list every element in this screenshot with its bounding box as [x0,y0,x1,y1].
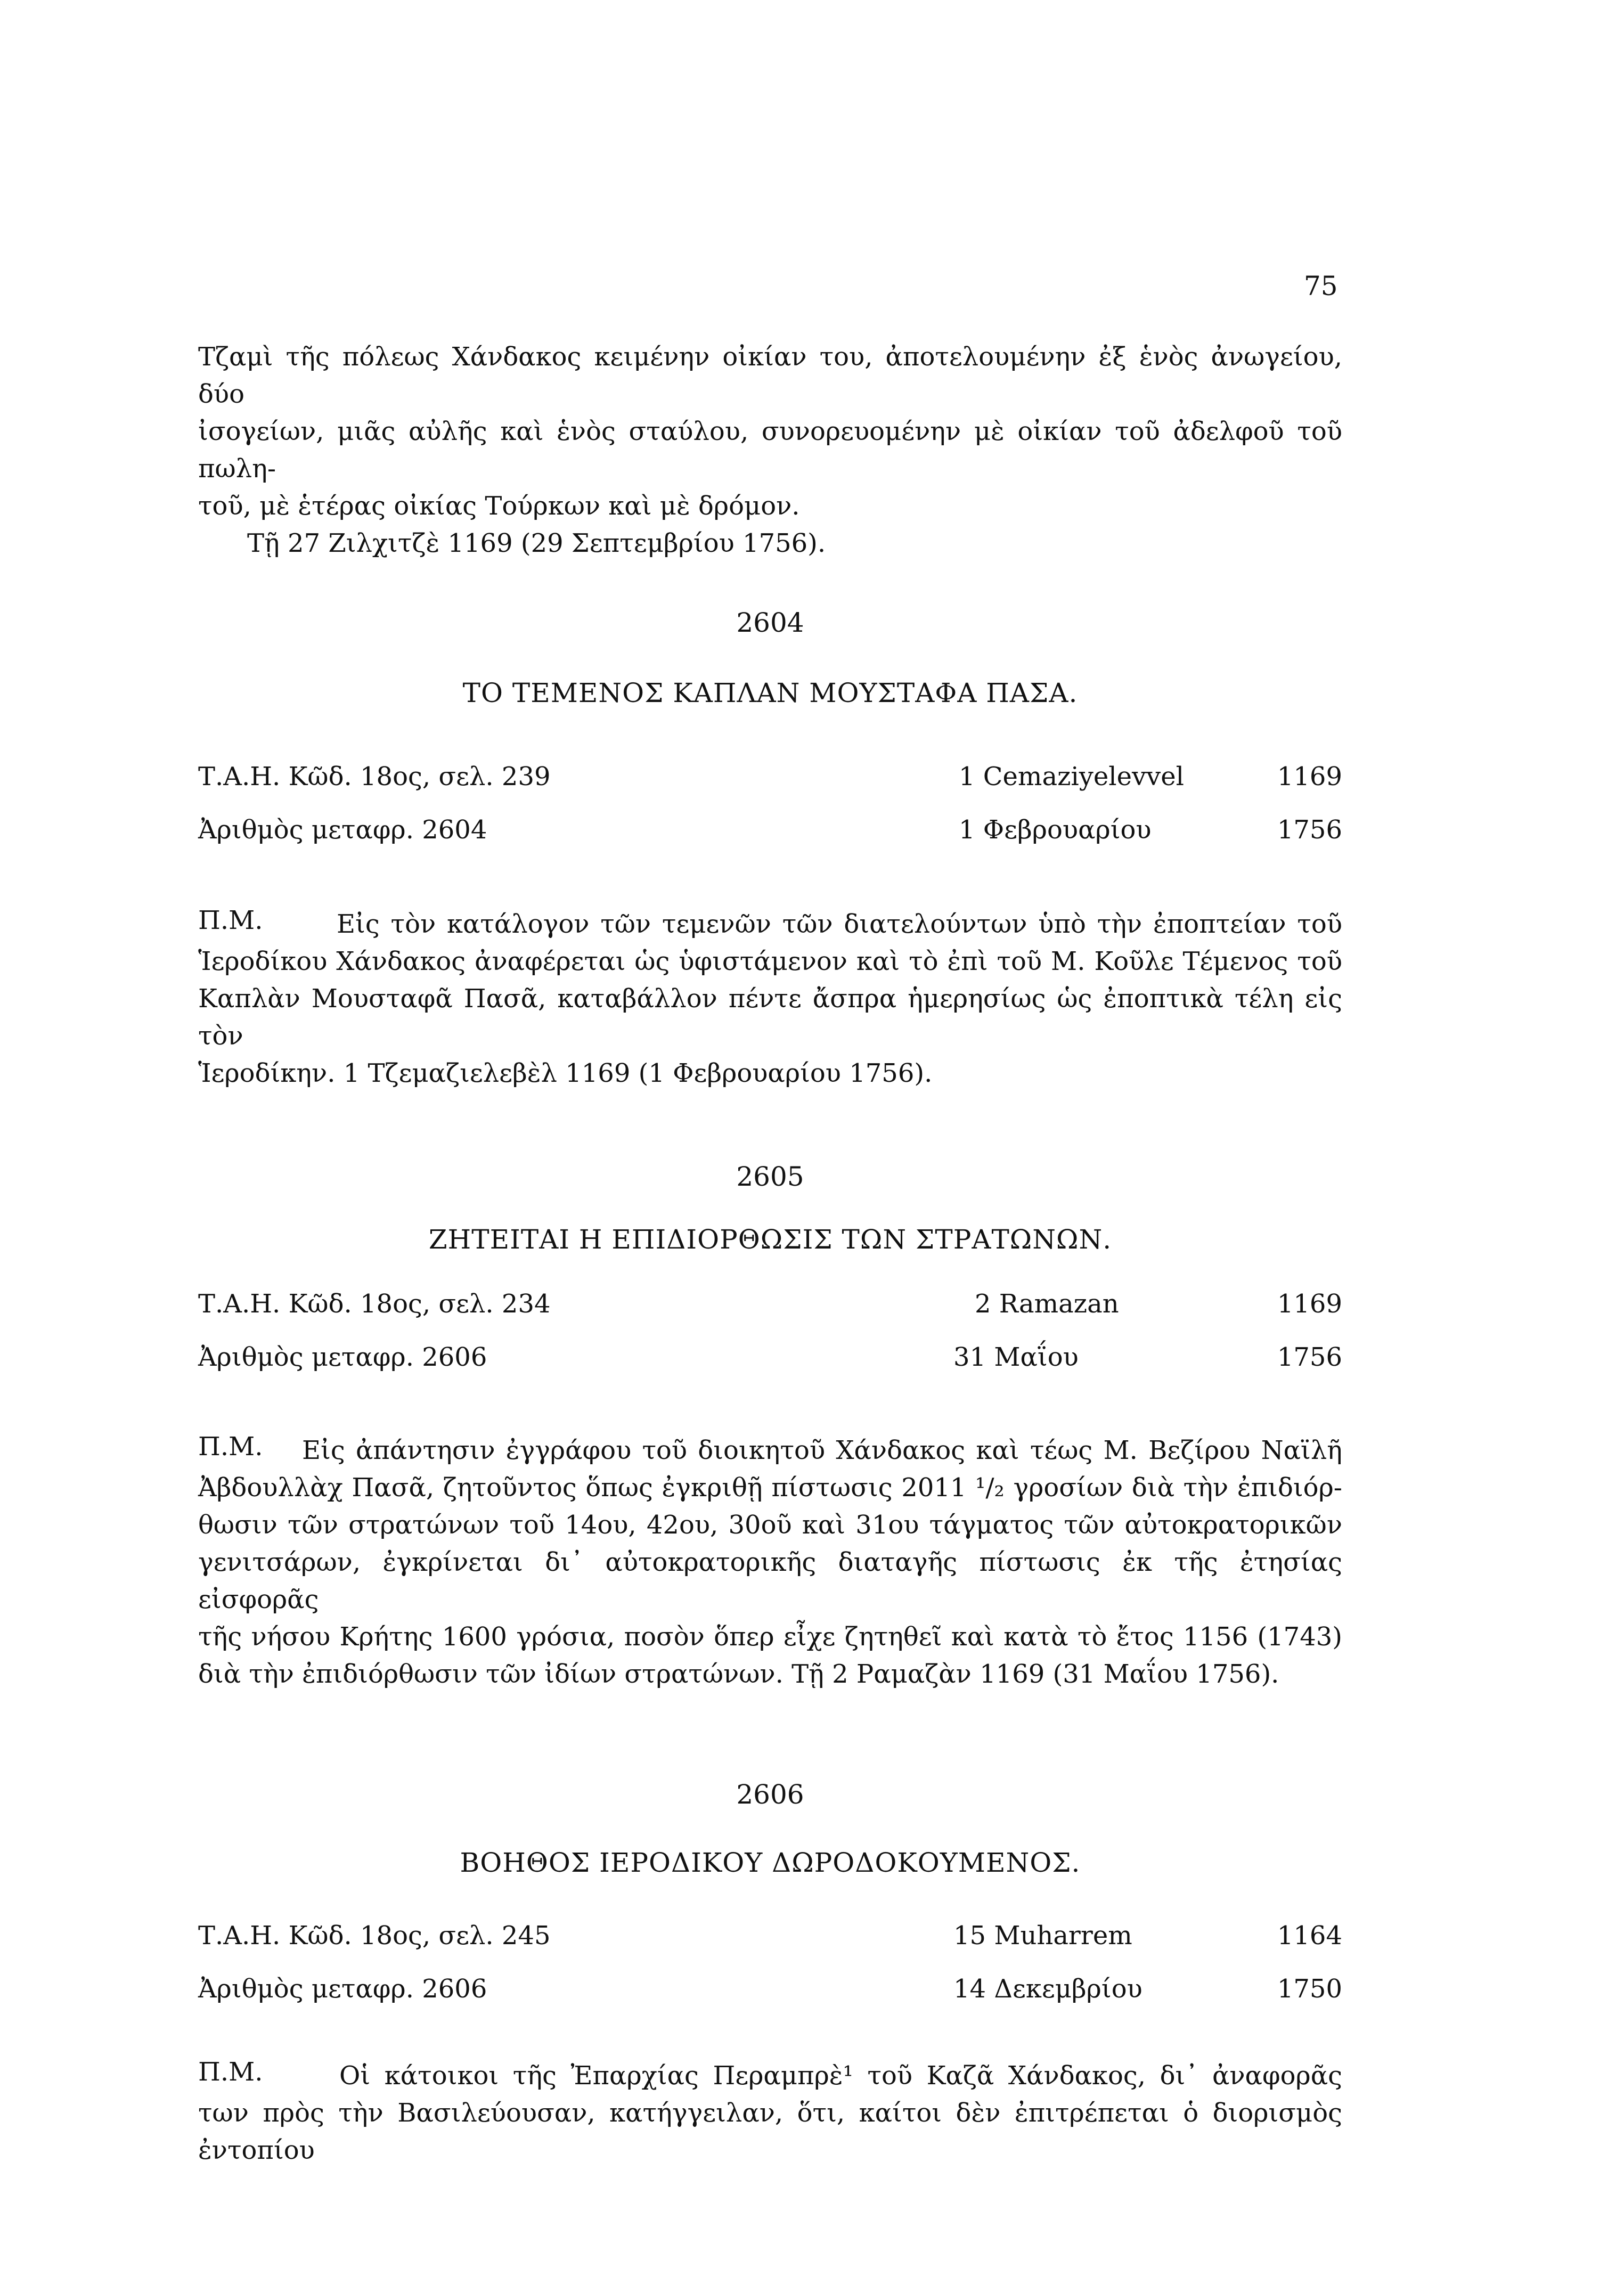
ref-date: 1 Cemaziyelevvel [959,762,1184,792]
ref-year: 1756 [1277,1342,1342,1372]
paragraph-line: τῆς νήσου Κρήτης 1600 γρόσια, ποσὸν ὅπερ εἶχε ζητηθεῖ καὶ κατὰ τὸ ἔτος 1156 (1743) [198,1622,1342,1652]
ref-year: 1756 [1277,815,1342,845]
paragraph-line: Ἀβδουλλὰχ Πασᾶ, ζητοῦντος ὅπως ἐγκριθῇ πίστωσις 2011 ¹/₂ γροσίων διὰ τὴν ἐπιδιόρ- [198,1473,1342,1503]
entry-title: ΖΗΤΕΙΤΑΙ Η ΕΠΙΔΙΟΡΘΩΣΙΣ ΤΩΝ ΣΤΡΑΤΩΝΩΝ. [428,1224,1112,1255]
paragraph-line: Οἱ κάτοικοι τῆς Ἐπαρχίας Περαμπρὲ¹ τοῦ Καζᾶ Χάνδακος, δι᾽ ἀναφορᾶς [339,2061,1342,2091]
ref-date: 31 Μαΐου [953,1342,1079,1372]
paragraph-line: γενιτσάρων, ἐγκρίνεται δι᾽ αὐτοκρατορικῆς διαταγῆς πίστωσις ἐκ τῆς ἐτησίας εἰσφορᾶς [198,1547,1342,1614]
paragraph-line: Εἰς τὸν κατάλογον τῶν τεμενῶν τῶν διατελούντων ὑπὸ τὴν ἐποπτείαν τοῦ [337,909,1342,939]
paragraph-line: ἰσογείων, μιᾶς αὐλῆς καὶ ἑνὸς σταύλου, συνορευομένην μὲ οἰκίαν τοῦ ἀδελφοῦ τοῦ πωλη- [198,417,1342,484]
entry-number: 2606 [736,1779,804,1810]
entry-number: 2605 [736,1161,804,1192]
ref-year: 1750 [1277,1974,1342,2004]
paragraph-line: Τζαμὶ τῆς πόλεως Χάνδακος κειμένην οἰκίαν του, ἀποτελουμένην ἐξ ἑνὸς ἀνωγείου, δύο [198,342,1342,409]
paragraph-line: Καπλὰν Μουσταφᾶ Πασᾶ, καταβάλλον πέντε ἄσπρα ἡμερησίως ὡς ἐποπτικὰ τέλη εἰς τὸν [198,984,1342,1051]
ref-date: 15 Muharrem [953,1921,1132,1951]
pm-paragraph [198,906,1342,1092]
pm-paragraph [198,1432,1342,1693]
pm-label: Π.Μ. [198,2057,263,2087]
paragraph-line: Ἱεροδίκην. 1 Τζεμαζιελεβὲλ 1169 (1 Φεβρουαρίου 1756). [198,1058,933,1088]
ref-source: Τ.Α.Η. Κῶδ. 18ος, σελ. 245 [198,1921,551,1951]
paragraph-line: Εἰς ἀπάντησιν ἐγγράφου τοῦ διοικητοῦ Χάνδακος καὶ τέως Μ. Βεζίρου Ναϊλῆ [302,1435,1342,1465]
pm-label: Π.Μ. [198,1432,263,1462]
ref-source: Τ.Α.Η. Κῶδ. 18ος, σελ. 239 [198,762,551,792]
ref-year: 1164 [1277,1921,1342,1951]
paragraph-line: τοῦ, μὲ ἑτέρας οἰκίας Τούρκων καὶ μὲ δρόμον. [198,491,800,521]
entry-number: 2604 [736,607,804,638]
ref-source: Ἀριθμὸς μεταφρ. 2604 [198,815,487,845]
ref-source: Ἀριθμὸς μεταφρ. 2606 [198,1342,487,1372]
entry-title: ΤΟ ΤΕΜΕΝΟΣ ΚΑΠΛΑΝ ΜΟΥΣΤΑΦΑ ΠΑΣΑ. [462,678,1078,708]
paragraph-line: διὰ τὴν ἐπιδιόρθωσιν τῶν ἰδίων στρατώνων. Τῇ 2 Ραμαζὰν 1169 (31 Μαΐου 1756). [198,1659,1279,1689]
paragraph-line: Ἱεροδίκου Χάνδακος ἀναφέρεται ὡς ὑφιστάμενον καὶ τὸ ἐπὶ τοῦ Μ. Κοῦλε Τέμενος τοῦ [198,947,1342,976]
ref-year: 1169 [1277,762,1342,792]
continuation-paragraph [198,338,1342,562]
ref-date: 14 Δεκεμβρίου [953,1974,1142,2004]
ref-date: 1 Φεβρουαρίου [959,815,1152,845]
entry-title: ΒΟΗΘΟΣ ΙΕΡΟΔΙΚΟΥ ΔΩΡΟΔΟΚΟΥΜΕΝΟΣ. [460,1847,1081,1878]
pm-paragraph [198,2057,1342,2169]
paragraph-line: θωσιν τῶν στρατώνων τοῦ 14ου, 42ου, 30οῦ καὶ 31ου τάγματος τῶν αὐτοκρατορικῶν [198,1510,1342,1540]
pm-label: Π.Μ. [198,906,263,935]
paragraph-line: των πρὸς τὴν Βασιλεύουσαν, κατήγγειλαν, ὅτι, καίτοι δὲν ἐπιτρέπεται ὁ διορισμὸς ἐντοπίου [198,2098,1342,2165]
ref-source: Τ.Α.Η. Κῶδ. 18ος, σελ. 234 [198,1289,551,1319]
paragraph-date-line: Τῇ 27 Ζιλχιτζὲ 1169 (29 Σεπτεμβρίου 1756). [247,528,826,558]
ref-date: 2 Ramazan [975,1289,1119,1319]
ref-year: 1169 [1277,1289,1342,1319]
page-number: 75 [1304,271,1338,301]
ref-source: Ἀριθμὸς μεταφρ. 2606 [198,1974,487,2004]
